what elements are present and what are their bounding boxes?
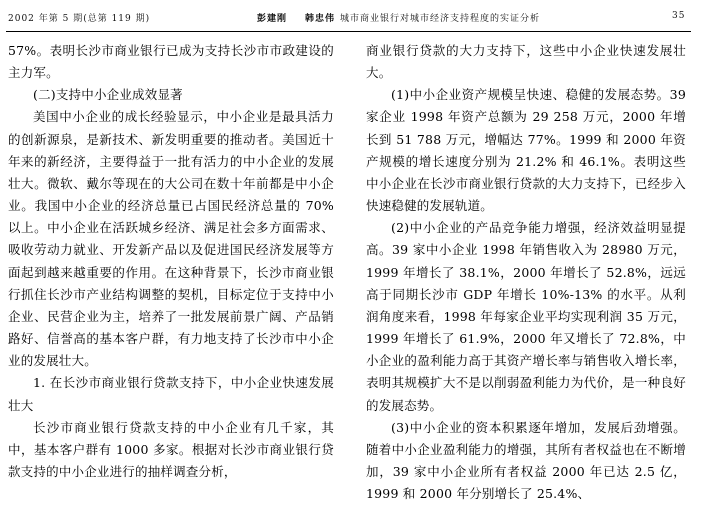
author-name: 彭建刚 [257, 14, 288, 24]
paragraph: 57%。表明长沙市商业银行已成为支持长沙市市政建设的主力军。 [8, 43, 334, 81]
running-header [0, 0, 703, 34]
section-heading: (二)支持中小企业成效显著 [33, 87, 183, 103]
paragraph: (2)中小企业的产品竞争能力增强，经济效益明显提高。39 家中小企业 1998 年销售收入为 28980 万元，1999 年增长了 38.1%，2000 年增长了 52.8%，远远高于同期长沙市 GDP 年增长 10%-13% 的水平。从利润角度来看，1998 年每家企业平均实现利润 35 万元，1999 年增长了 61.9%，2000 年又增长了 72.8%，中小企业的盈利能力高于其资产增长率与销售收入增长率，表明其规模扩大不是以削弱盈利能力为代价，是一种良好的发展态势。 [366, 220, 686, 413]
journal-issue: 2002 年第 5 期(总第 119 期) [8, 14, 151, 24]
subsection-heading: 1. 在长沙市商业银行贷款支持下，中小企业快速发展壮大 [8, 375, 334, 413]
paragraph: 美国中小企业的成长经验显示，中小企业是最具活力的创新源泉，是新技术、新发明重要的推动者。美国近十年来的新经济，主要得益于一批有活力的中小企业的发展壮大。微软、戴尔等现在的大公司在数十年前都是中小企业。我国中小企业的经济总量已占国民经济总量的 70% 以上。中小企业在活跃城乡经济、满足社会多方面需求、吸收劳动力就业、开发新产品以及促进国民经济发展等方面起到越来越重要的作用。在这种背景下，长沙市商业银行抓住长沙市产业结构调整的契机，目标定位于支持中小企业、民营企业为主，培养了一批发展前景广阔、产品销路好、信誉高的基本客户群，有力地支持了长沙市中小企业的发展壮大。 [8, 109, 334, 369]
right-column [366, 40, 686, 505]
paragraph: 商业银行贷款的大力支持下，这些中小企业快速发展壮大。 [366, 43, 686, 81]
left-column [8, 40, 334, 483]
page-number: 35 [672, 11, 686, 21]
header-rule [6, 31, 691, 32]
author-name: 韩忠伟 [305, 14, 336, 24]
article-title: 城市商业银行对城市经济支持程度的实证分析 [340, 14, 541, 24]
paragraph: (3)中小企业的资本积累逐年增加，发展后劲增强。随着中小企业盈利能力的增强，其所有者权益也在不断增加，39 家中小企业所有者权益 2000 年已达 2.5 亿，1999 和 2000 年分别增长了 25.4%、 [366, 419, 686, 502]
paragraph: (1)中小企业资产规模呈快速、稳健的发展态势。39 家企业 1998 年资产总额为 29 258 万元，2000 年增长到 51 788 万元，增幅达 77%。1999 和 2000 年资产规模的增长速度分别为 21.2% 和 46.1%。表明这些中小企业在长沙市商业银行贷款的大力支持下，已经步入快速稳健的发展轨道。 [366, 87, 686, 214]
paragraph: 长沙市商业银行贷款支持的中小企业有几千家，其中，基本客户群有 1000 多家。根据对长沙市商业银行贷款支持的中小企业进行的抽样调查分析， [8, 419, 334, 479]
